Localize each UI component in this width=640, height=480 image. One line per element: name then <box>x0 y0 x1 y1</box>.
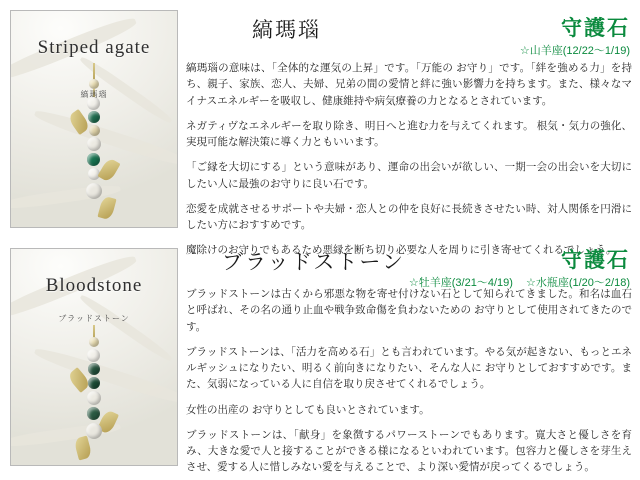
photo-caption: ブラッドストーン <box>58 314 130 323</box>
pendant-illustration <box>64 63 124 223</box>
zodiac-capricorn: ☆山羊座(12/22〜1/19) <box>519 45 630 57</box>
paragraph: 魔除けのお守りでもあるため悪縁を断ち切り必要な人を周りに引き寄せてくれるでしょう。 <box>186 244 617 257</box>
paragraph: ブラッドストーンは古くから邪悪な物を寄せ付けない石として知られてきました。和名は血石と呼ばれ、その名の通り止血や戦争致命傷を負わないための お守りとして使用されてきたのです。 <box>186 288 632 333</box>
stone-section-striped-agate <box>0 4 640 257</box>
paragraph: 「ご縁を大切にする」という意味があり、運命の出会いが欲しい、一期一会の出会いを大切にしたい人に最強のお守りに良い石です。 <box>186 161 632 190</box>
stone-section-bloodstone <box>0 240 640 480</box>
zodiac-aquarius: ☆水瓶座(1/20〜2/18) <box>525 277 630 289</box>
paragraph: ブラッドストーンは、「献身」を象徴するパワーストーンでもあります。寛大さと優しさを育み、大きな愛で人と接することができる様になるといわれています。包容力と優しさを芽生えさせ、愛する人に惜しみない愛を与えることで、より深い愛情が戻ってくるでしょう。 <box>186 428 632 474</box>
guardian-stone-label: 守護石 <box>561 16 630 40</box>
stone-name: 縞瑪瑙 <box>252 18 321 42</box>
stone-photo-card <box>10 248 178 466</box>
paragraph: 縞瑪瑙の意味は、「全体的な運気の上昇」です。「万能の お守り」です。「絆を強める力」を持ち、親子、家族、恋人、夫婦、兄弟の間の愛情と絆に強い影響力を持ちます。また、様々なマイナスエネルギーを吸収し、健康維持や病気療養の力となるとされています。 <box>186 62 632 107</box>
stone-name: ブラッドストーン <box>222 250 405 274</box>
paragraph: 女性の出産の お守りとしても良いとされています。 <box>186 403 430 416</box>
photo-title: Bloodstone <box>45 275 143 296</box>
photo-caption: 縞瑪瑙 <box>80 90 108 99</box>
zodiac-line <box>510 42 630 58</box>
paragraph: ブラッドストーンは、「活力を高める石」とも言われています。やる気が起きない、もっとエネルギッシュになりたい、明るく前向きになりたい、そんな人に お守りとしておすすめです。また、気弱になっている人に自信を取り戻させてくれるでしょう。 <box>186 345 632 391</box>
pendant-illustration <box>64 325 124 465</box>
stone-photo-card <box>10 10 178 228</box>
photo-background <box>11 11 177 227</box>
zodiac-aries: ☆牡羊座(3/21〜4/19) <box>408 277 513 289</box>
guardian-stone-label: 守護石 <box>561 248 630 272</box>
stone-description <box>186 286 632 476</box>
stone-description <box>186 60 632 259</box>
paragraph: 恋愛を成就させるサポートや夫婦・恋人との仲を良好に長続きさせたい時、対人関係を円滑にしたい方におすすめです。 <box>186 202 632 232</box>
photo-background <box>11 249 177 465</box>
photo-title: Striped agate <box>37 37 151 58</box>
paragraph: ネガティヴなエネルギーを取り除き、明日へと進む力を与えてくれます。 根気・気力の強化、実現可能な解決策に導く力ともいいます。 <box>186 119 632 149</box>
